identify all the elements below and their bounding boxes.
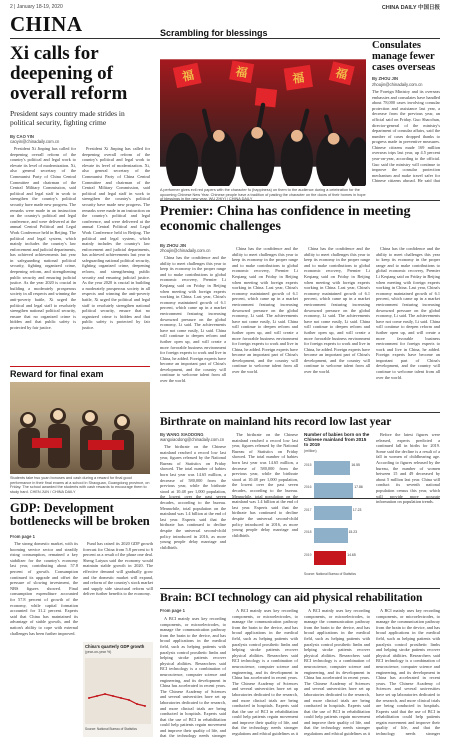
scramble-caption: A performer gives evil red papers with the character fu (happiness) on them to the audience during a celebration for the upcoming Chinese New Year. Chinese people have a tradition of pasting the character on the doors of their homes in hope (160, 188, 366, 197)
gdp-chart-title: China's quarterly GDP growth (85, 644, 145, 649)
consulates-headline: Consulates manage fewer cases overseas (372, 40, 436, 74)
premier-headline: Premier: China has confidence in meeting economic challenges (160, 204, 411, 234)
svg-text:福: 福 (180, 67, 196, 84)
births-year-label: 2016 (304, 485, 312, 490)
premier-rule (160, 200, 440, 201)
births-bar (314, 551, 346, 565)
gdp-chart-source: Source: National Bureau of Statistics (85, 727, 137, 731)
premier-body-col2: China has the confidence and the ability to meet challenges this year to keep its economy in the proper range and to make contributions to global economic recovery, Premier Li Keqiang said on Friday in Beijing when meeting with foreign experts working in China. Last year, China's economy maintained growth of 6.1 percent, which came up in a market environment featuring increasing downward pressure on the global economy, Li said. The achievements have not come easily, Li said. China will continue to deepen reform and further open up, and will create a more favorable business environment for foreign experts to work and live in China, he added. Foreign experts have become an important part of China's development, and the country will continue to welcome talent from all over the world. (232, 246, 298, 375)
gdp-from: From page 1 (10, 534, 35, 539)
births-chart-unit: (million) (304, 449, 317, 453)
consulates-story (372, 40, 440, 200)
scramble-photo (160, 40, 366, 186)
page-date: 2 | January 18-19, 2020 (10, 4, 63, 10)
reward-caption: Students take two yuan bonuses and cash during a reward for final good performance in their final exams at a school in Shaoguan, Guangdong province, on Friday. The school awarded the students with cash rewards to encourage them to study hard. CHEN JUN / CHINA DAILY (10, 476, 150, 494)
svg-text:福: 福 (234, 64, 249, 81)
births-bar (314, 483, 353, 497)
gdp-chart-subtitle: (year-on-year %) (85, 650, 112, 654)
births-year-label: 2017 (304, 507, 312, 512)
xi-headline: Xi calls for deepening of overall reform (10, 43, 128, 104)
births-body-col2: The birthrate on the Chinese mainland reached a record low last year, figures released by the National Bureau of Statistics on Friday showed. The total number of babies born last year was 14.65 million, a decrease of 580,000 from the previous year, while the birthrate stood at 10.48 per 1,000 population, the lowest over the past seven decades, according to the bureau. Meanwhile, total population on the mainland was 1.4 billion at the end of last year. Experts said that the birthrate has continued to decline despite the universal second-child policy introduced in 2016, as more young people delay marriage and childbirth. (232, 432, 298, 538)
births-headline: Birthrate on mainland hits record low last year (160, 416, 392, 428)
xi-deck: President says country made strides in political security, fighting crime (10, 109, 125, 127)
consulates-body: The Foreign Ministry and its overseas embassies and consulates have handled about 78,000 cases involving consular protection and assistance last year, a decrease from the previous year, an official said on Friday. Guo Shaochun, director-general of the ministry's department of consular affairs, said the number of cases dropped thanks to progress made in preventive measures. Chinese citizens made 169 million overseas trips last year, up 4.5 percent year-on-year, according to the official. Guo said the ministry will continue to improve the consular protection mechanism and make travel safer for Chinese citizens abroad. He said that (372, 88, 440, 183)
reward-title: Reward for final exam (10, 369, 104, 379)
premier-body-col3: China has the confidence and the ability to meet challenges this year to keep its economy in the proper range and to make contributions to global economic recovery, Premier Li Keqiang said on Friday in Beijing when meeting with foreign experts working in China. Last year, China's economy maintained growth of 6.1 percent, which came up in a market environment featuring increasing downward pressure on the global economy, Li said. The achievements have not come easily, Li said. China will continue to deepen reform and further open up, and will create a more favorable business environment for foreign experts to work and live in China, he added. Foreign experts have become an important part of China's development, and the country will continue to welcome talent from all over the world. (304, 246, 370, 375)
births-bar (314, 528, 348, 542)
brain-body-col1: A BCI mainly uses key recording components, or microelectrodes, to manage the communication pathway from the brain to the device, and has broad applications in the medical field, such as helping patients with paralysis control prosthetic limbs and helping stroke patients recover physical abilities. Researchers said BCI technology is a combination of neuroscience, computer science and engineering, and its development in China has accelerated in recent years. The Chinese Academy of Sciences and several universities have set up laboratories dedicated to the research, and more clinical trials are being conducted in hospitals. Experts said that the use of BCI in rehabilitation could help patients regain movement and improve their quality of life, and that the technology needs stronger (160, 616, 226, 738)
births-chart (304, 432, 370, 584)
svg-text:福: 福 (291, 70, 306, 86)
births-value-label: 17.23 (352, 507, 362, 512)
brain-headline: Brain: BCI technology can aid physical rehabilitation (160, 592, 423, 604)
reward-photo (10, 382, 150, 474)
brain-body-col4: A BCI mainly uses key recording components, or microelectrodes, to manage the communication pathway from the brain to the device, and has broad applications in the medical field, such as helping patients with paralysis control prosthetic limbs and helping stroke patients recover physical abilities. Researchers said BCI technology is a combination of neuroscience, computer science and engineering, and its development in China has accelerated in recent years. The Chinese Academy of Sciences and several universities have set up laboratories dedicated to the research, and more clinical trials are being conducted in hospitals. Experts said that the use of BCI in rehabilitation could help patients regain movement and improve their quality of life, and that the technology needs stronger (376, 608, 440, 737)
births-chart-source: Source: National Bureau of Statistics (304, 572, 356, 576)
gdp-headline: GDP: Development bottlenecks will be broken (10, 501, 150, 529)
brain-body-col3: A BCI mainly uses key recording components, or microelectrodes, to manage the communication pathway from the brain to the device, and has broad applications in the medical field, such as helping patients with paralysis control prosthetic limbs and helping stroke patients recover physical abilities. Researchers said BCI technology is a combination of neuroscience, computer science and engineering, and its development in China has accelerated in recent years. The Chinese Academy of Sciences and several universities have set up laboratories dedicated to the research, and more clinical trials are being conducted in hospitals. Experts said that the use of BCI in rehabilitation could help patients regain movement and improve their quality of life, and that the technology needs stronger regulations and ethical guidelines as it (304, 608, 370, 737)
births-bar (314, 506, 352, 520)
paper-name: CHINA DAILY 中国日报 (381, 5, 440, 11)
births-body-col3: Before the latest figures were released, experts predicted a continued fall in births for 2019. Some said the decline is a result of a fall in women of childbearing age. According to figures released by the bureau, the number of women between 15 and 49 decreased by about 5 million last year. China will conduct its seventh national population census this year, which will provide more accurate information on population trends. (376, 432, 440, 505)
births-body-col1: The birthrate on the Chinese mainland reached a record low last year, figures released by the National Bureau of Statistics on Friday showed. The total number of babies born last year was 14.65 million, a decrease of 580,000 from the previous year, while the birthrate stood at 10.48 per 1,000 population, the lowest over the past seven decades, according to the bureau. Meanwhile, total population on the mainland was 1.4 billion at the end of last year. Experts said that the birthrate has continued to decline despite the universal second-child policy introduced in 2016, as more young people delay marriage and childbirth. (160, 444, 226, 550)
births-chart-title: Number of babies born on the Chinese mainland from 2015 to 2019 (304, 432, 370, 448)
consulates-email: zhoujin@chinadaily.com.cn (372, 81, 423, 87)
gdp-body-left: The strong domestic market, with its booming service sector and steadily rising consumption, remained a key stabilizer for the country's economy last year, contributing about 57.8 percent of growth. Consumption continued its upgrade and offset the pressure of slowing investment, the NBS figures showed. Final consumption expenditure accounted for 57.8 percent of growth of the economy, while capital formation accounted for 31.2 percent. Experts said that China has maintained its advantage of stable growth, and the nation's ability to cope with external challenges has been further improved. (10, 541, 78, 636)
premier-body-col4: China has the confidence and the ability to meet challenges this year to keep its economy in the proper range and to make contributions to global economic recovery, Premier Li Keqiang said on Friday in Beijing when meeting with foreign experts working in China. Last year, China's economy maintained growth of 6.1 percent, which came up in a market environment featuring increasing downward pressure on the global economy, Li said. The achievements have not come easily, Li said. China will continue to deepen reform and further open up, and will create a more favorable business environment for foreign experts to work and live in China, he added. Foreign experts have become an important part of China's development, and the country will continue to welcome talent from all over the world. (376, 246, 440, 380)
births-value-label: 15.23 (348, 530, 357, 535)
births-value-label: 16.55 (351, 463, 360, 467)
xi-body-col2: President Xi Jinping has called for deepening overall reform of the country's political and legal work to elevate its level of modernization. Xi, also general secretary of the Communist Party of China Central Committee and chairman of the Central Military Commission, said political and legal staff in work to strengthen the country's political security have made new progress. The remarks were made in an instruction on the country's political and legal conference, and were delivered at the annual Central Political and Legal Work Conference held in Beijing. The political and legal system, which mainly includes the country's law enforcement and judicial departments, has achieved achievements last year in safeguarding national political security, fighting organized crime, deepening reform, and strengthening public security and ensuring judicial justice. As the year 2020 is crucial in building a moderately prosperous society in all respects and winning the anti-poverty battle, Xi urged the political and legal staff to resolutely strengthen national political security, ensure that no organized crime is hidden and that public safety is protected by fair justice. (82, 146, 150, 330)
births-year-label: 2019 (304, 552, 312, 557)
reward-rule (10, 366, 150, 367)
brain-body-col2: A BCI mainly uses key recording components, or microelectrodes, to manage the communication pathway from the brain to the device, and has broad applications in the medical field, such as helping patients with paralysis control prosthetic limbs and helping stroke patients recover physical abilities. Researchers said BCI technology is a combination of neuroscience, computer science and engineering, and its development in China has accelerated in recent years. The Chinese Academy of Sciences and several universities have set up laboratories dedicated to the research, and more clinical trials are being conducted in hospitals. Experts said that the use of BCI in rehabilitation could help patients regain movement and improve their quality of life, and that the technology needs stronger regulations and ethical guidelines as it (232, 608, 298, 737)
births-value-label: 14.65 (347, 552, 356, 557)
births-year-label: 2015 (304, 463, 312, 467)
masthead-rule (10, 38, 440, 39)
brain-from: From page 1 (160, 608, 185, 613)
svg-text:福: 福 (334, 65, 350, 82)
consulates-byline: By ZHOU JIN (372, 76, 399, 82)
scramble-title: Scrambling for blessings (160, 28, 268, 38)
births-value-label: 17.86 (354, 485, 363, 490)
births-year-label: 2018 (304, 530, 312, 535)
births-bar (314, 461, 350, 475)
gdp-chart (83, 642, 153, 737)
premier-byline: By ZHOU JIN zhoujin@chinadaily.com.cn (160, 243, 211, 254)
births-byline: By WANG XIAODONG wangxiaodong@chinadaily.com.cn (160, 432, 225, 443)
xi-body-col1: President Xi Jinping has called for deepening overall reform of the country's political and legal work to elevate its level of modernization. Xi, also general secretary of the Communist Party of China Central Committee and chairman of the Central Military Commission, said political and legal staff in work to strengthen the country's political security have made new progress. The remarks were made in an instruction on the country's political and legal conference, and were delivered at the annual Central Political and Legal Work Conference held in Beijing. The political and legal system, which mainly includes the country's law enforcement and judicial departments, has achieved achievements last year in safeguarding national political security, fighting organized crime, deepening reform, and strengthening public security and ensuring judicial justice. As the year 2020 is crucial in building a moderately prosperous society in all respects and winning the anti-poverty battle, Xi urged the political and legal staff to resolutely strengthen national political security, ensure that no organized crime is hidden and that public safety is protected by fair justice. (10, 146, 76, 330)
section-title: CHINA (10, 12, 83, 36)
brain-rule (160, 588, 440, 589)
gdp-body-right: Fund has raised its 2020 GDP growth forecast for China from 5.8 percent to 6 percent as a result of the phase one deal. Sheng Laiyun said the economy would maintain stable growth in 2020. The effective demand will gradually grow and the domestic market will expand, and reform of the country's stock market and supply side structural reform will deliver further benefits to the economy. (83, 541, 153, 597)
births-chart-plot (304, 456, 370, 568)
births-rule (160, 412, 440, 413)
xi-byline: By CAO YIN caoyin@chinadaily.com.cn (10, 134, 60, 145)
gdp-chart-graphic (85, 658, 151, 724)
premier-body-col1: China has the confidence and the ability to meet challenges this year to keep its economy in the proper range and to make contributions to global economic recovery, Premier Li Keqiang said on Friday in Beijing when meeting with foreign experts working in China. Last year, China's economy maintained growth of 6.1 percent, which came up in a market environment featuring increasing downward pressure on the global economy, Li said. The achievements have not come easily, Li said. China will continue to deepen reform and further open up, and will create a more favorable business environment for foreign experts to work and live in China, he added. Foreign experts have become an important part of China's development, and the country will continue to welcome talent from all over the world. (160, 255, 226, 384)
